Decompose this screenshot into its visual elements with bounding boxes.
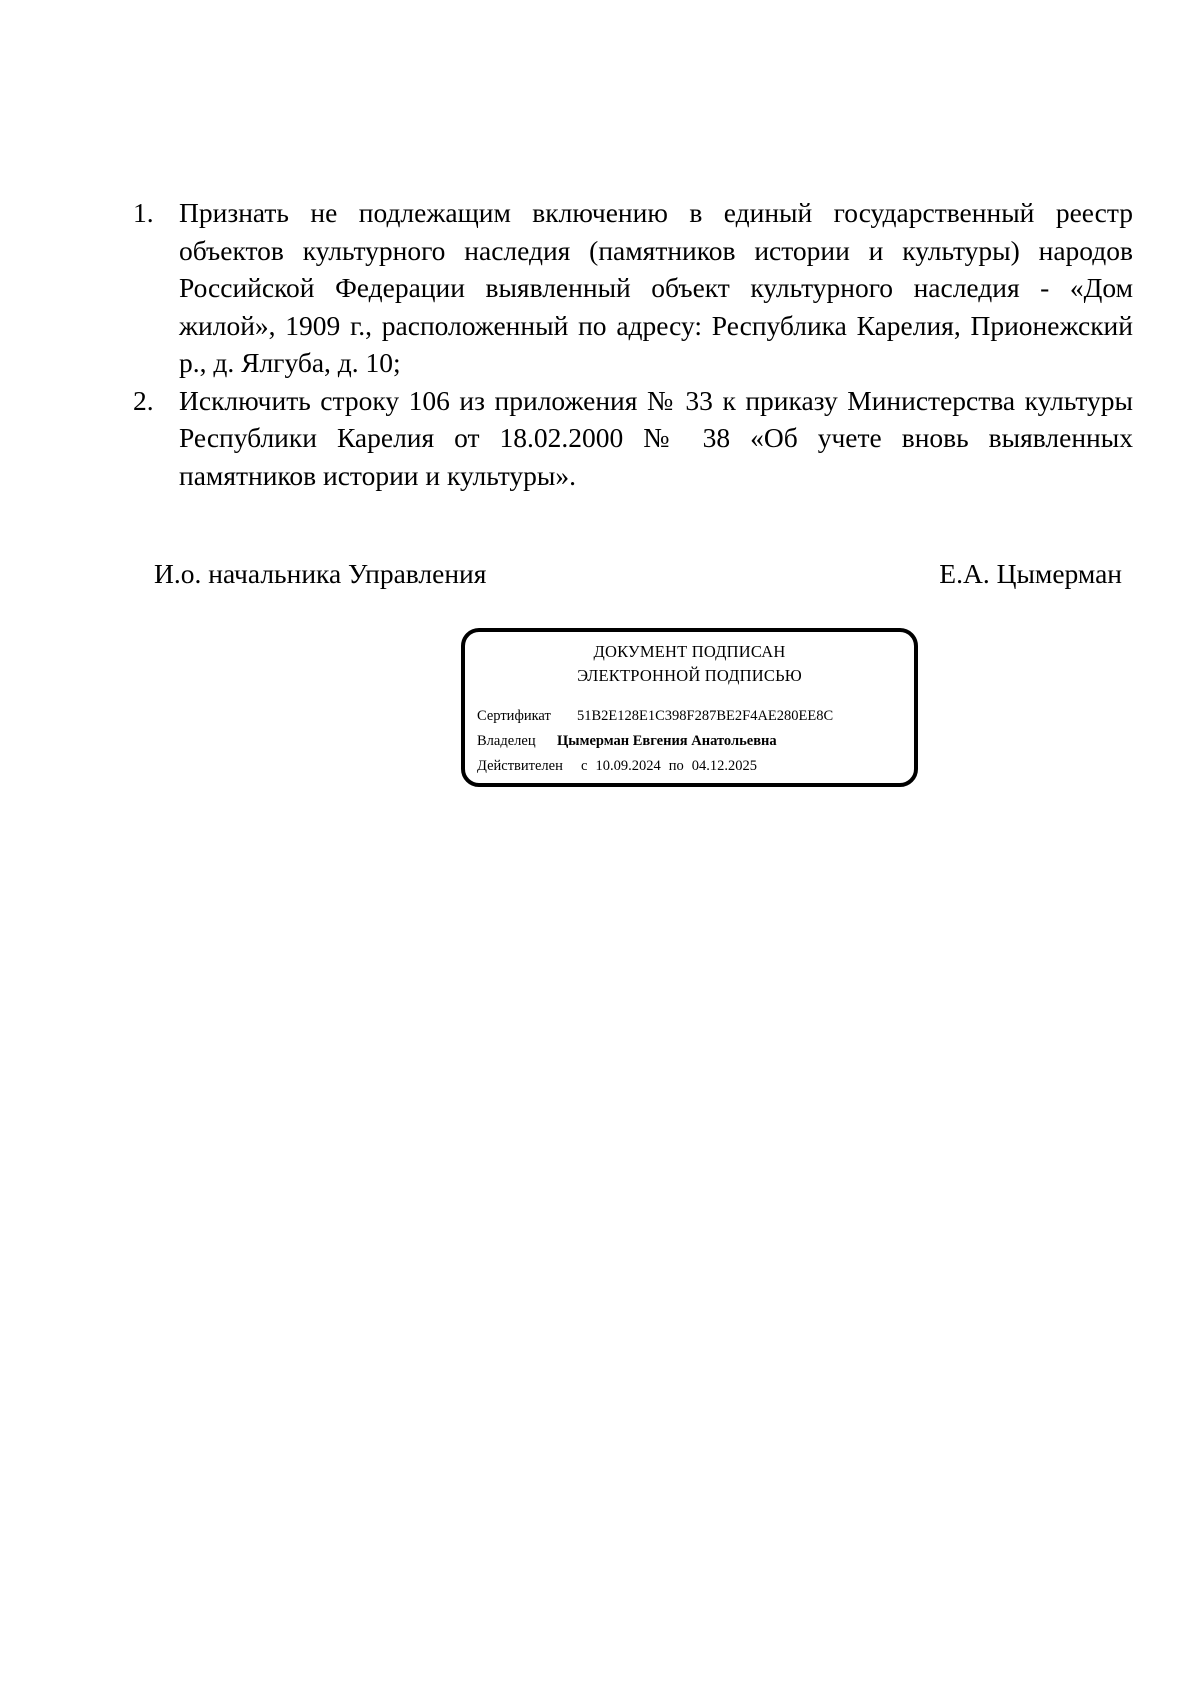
valid-to-prefix: по: [668, 758, 684, 774]
stamp-certificate-row: [477, 708, 833, 725]
stamp-title: [465, 640, 914, 688]
stamp-owner-row: [477, 733, 777, 750]
valid-to-date: 04.12.2025: [691, 758, 757, 774]
stamp-validity-row: [477, 758, 757, 775]
owner-label: Владелец: [477, 733, 536, 749]
signatory-position: И.о. начальника Управления: [154, 558, 487, 589]
certificate-label: Сертификат: [477, 708, 551, 724]
owner-value: Цымерман Евгения Анатольевна: [557, 733, 777, 749]
decision-list: [133, 194, 1133, 494]
signature-block: [154, 557, 1122, 591]
valid-from-prefix: с: [581, 758, 588, 774]
signatory-name: Е.А. Цымерман: [939, 558, 1122, 589]
stamp-title-line: ЭЛЕКТРОННОЙ ПОДПИСЬЮ: [577, 666, 802, 685]
item-text: Признать не подлежащим включению в единый государственный реестр объектов культурного наследия (памятников истории и культуры) народов Российской Федерации выявленный объект культурного наследия - «Дом жилой», 1909 г., расположенный по адресу: Республика Карелия, Прионежский р., д. Ялгуба, д. 10;: [179, 197, 1133, 378]
electronic-signature-stamp: [461, 628, 918, 787]
item-number: 2.: [133, 384, 154, 416]
certificate-value: 51B2E128E1C398F287BE2F4AE280EE8C: [577, 708, 834, 724]
validity-label: Действителен: [477, 758, 563, 774]
valid-from-date: 10.09.2024: [595, 758, 661, 774]
item-number: 1.: [133, 197, 154, 228]
item-text: Исключить строку 106 из приложения № 33 к приказу Министерства культуры Республики Карелия от 18.02.2000 № 38 «Об учете вновь выявленных памятников истории и культуры».: [179, 384, 1133, 491]
stamp-title-line: ДОКУМЕНТ ПОДПИСАН: [593, 642, 786, 661]
decision-item: [133, 382, 1133, 495]
decision-item: [133, 194, 1133, 382]
